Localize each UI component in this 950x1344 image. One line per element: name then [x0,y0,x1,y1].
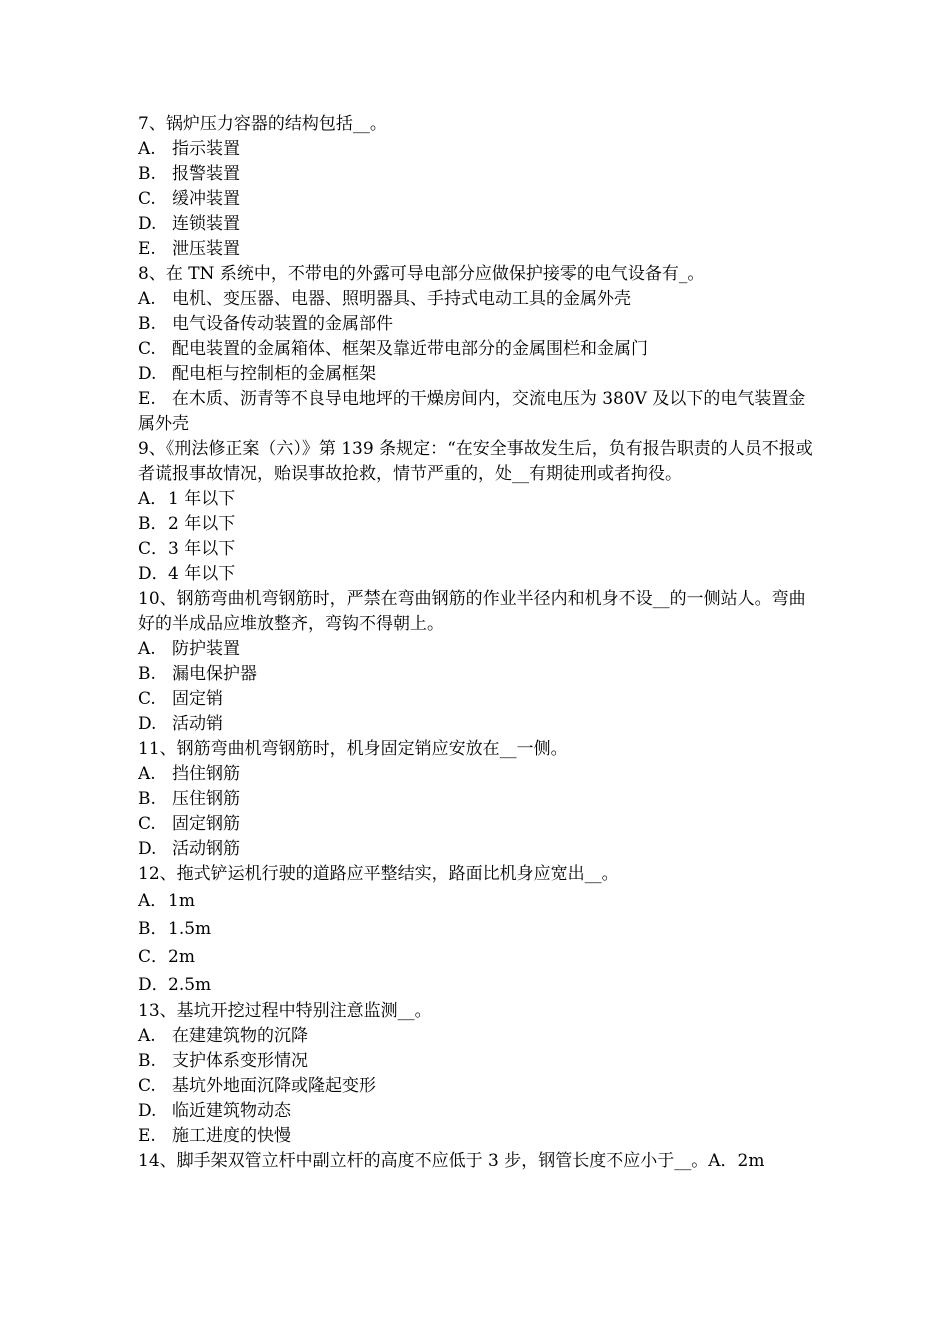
option-item [138,762,818,787]
option-item [138,212,818,237]
option-text: 支护体系变形情况 [172,1051,308,1071]
option-label: B. [138,1051,156,1071]
option-label: C. [138,814,156,834]
option-text: 1 年以下 [168,489,236,509]
option-label: C． [138,539,169,559]
option-item [138,362,818,387]
option-text: 临近建筑物动态 [172,1101,291,1121]
option-text: 漏电保护器 [172,664,257,684]
option-item [138,787,818,812]
question-list [138,112,818,1174]
option-item [138,637,818,662]
option-label: B. [138,164,156,184]
option-label: B． [138,514,168,534]
option-item [138,137,818,162]
option-item [138,162,818,187]
option-text: 电机、变压器、电器、照明器具、手持式电动工具的金属外壳 [172,289,631,309]
option-text: 3 年以下 [168,539,236,559]
option-text: 在木质、沥青等不良导电地坪的干燥房间内，交流电压为 380V 及以下的电气装置金属外壳 [138,389,806,434]
option-label: C. [138,689,156,709]
option-text: 2 年以下 [168,514,236,534]
option-text: 2m [168,947,195,967]
option-text: 压住钢筋 [172,789,240,809]
option-item [138,187,818,212]
question-stem: 11、钢筋弯曲机弯钢筋时，机身固定销应安放在__一侧。 [138,739,568,759]
option-item [138,887,818,915]
option-text: 缓冲装置 [172,189,240,209]
question-stem: 10、钢筋弯曲机弯钢筋时，严禁在弯曲钢筋的作业半径内和机身不设__的一侧站人。弯曲好的半成品应堆放整齐，弯钩不得朝上。 [138,589,806,634]
option-text: 1.5m [168,919,212,939]
option-text: 配电装置的金属箱体、框架及靠近带电部分的金属围栏和金属门 [172,339,648,359]
option-label: B． [138,919,168,939]
option-item [138,1124,818,1149]
option-label: C. [138,1076,156,1096]
option-item [138,915,818,943]
option-label: A. [138,289,156,309]
option-label: D. [138,214,157,234]
option-text: 防护装置 [172,639,240,659]
option-text: 挡住钢筋 [172,764,240,784]
option-label: E. [138,239,156,259]
option-item [138,237,818,262]
question-stem: 9、《刑法修正案（六）》第 139 条规定：“在安全事故发生后，负有报告职责的人员不报或者谎报事故情况，贻误事故抢救，情节严重的，处__有期徒刑或者拘役。 [138,439,813,484]
question-stem: 14、脚手架双管立杆中副立杆的高度不应低于 3 步，钢管长度不应小于__。A．2m [138,1151,765,1171]
option-item [138,562,818,587]
question-stem: 13、基坑开挖过程中特别注意监测__。 [138,1001,432,1021]
option-label: D. [138,1101,157,1121]
question-stem: 7、锅炉压力容器的结构包括__。 [138,114,387,134]
option-label: E. [138,1126,156,1146]
question-stem: 12、拖式铲运机行驶的道路应平整结实，路面比机身应宽出__。 [138,864,619,884]
option-item [138,943,818,971]
option-text: 电气设备传动装置的金属部件 [172,314,393,334]
option-label: B. [138,789,156,809]
option-item [138,1074,818,1099]
option-label: A. [138,1026,156,1046]
option-label: A. [138,764,156,784]
option-item [138,1099,818,1124]
option-item [138,712,818,737]
option-text: 基坑外地面沉降或隆起变形 [172,1076,376,1096]
option-text: 活动销 [172,714,223,734]
option-text: 固定销 [172,689,223,709]
option-label: A． [138,489,168,509]
option-text: 泄压装置 [172,239,240,259]
option-item [138,971,818,999]
option-text: 指示装置 [172,139,240,159]
option-item [138,837,818,862]
option-item [138,812,818,837]
option-item [138,1049,818,1074]
option-label: A. [138,639,156,659]
option-item [138,662,818,687]
option-label: D． [138,975,169,995]
option-text: 报警装置 [172,164,240,184]
option-item [138,487,818,512]
option-item [138,1024,818,1049]
option-item [138,312,818,337]
option-text: 固定钢筋 [172,814,240,834]
option-text: 1m [168,891,195,911]
option-text: 连锁装置 [172,214,240,234]
option-text: 4 年以下 [168,564,236,584]
option-label: C. [138,189,156,209]
option-text: 2.5m [168,975,212,995]
option-label: D. [138,364,157,384]
option-label: C． [138,947,169,967]
option-item [138,287,818,312]
option-text: 配电柜与控制柜的金属框架 [172,364,376,384]
question-stem: 8、在 TN 系统中，不带电的外露可导电部分应做保护接零的电气设备有_。 [138,264,705,284]
option-item [138,337,818,362]
option-label: D． [138,564,169,584]
option-label: C. [138,339,156,359]
option-text: 在建建筑物的沉降 [172,1026,308,1046]
option-label: D. [138,839,157,859]
option-item [138,387,818,437]
option-item [138,687,818,712]
option-label: E. [138,389,156,409]
option-label: B. [138,664,156,684]
option-label: A． [138,891,168,911]
option-item [138,512,818,537]
option-text: 活动钢筋 [172,839,240,859]
option-text: 施工进度的快慢 [172,1126,291,1146]
option-label: B. [138,314,156,334]
option-item [138,537,818,562]
option-label: D. [138,714,157,734]
option-label: A. [138,139,156,159]
